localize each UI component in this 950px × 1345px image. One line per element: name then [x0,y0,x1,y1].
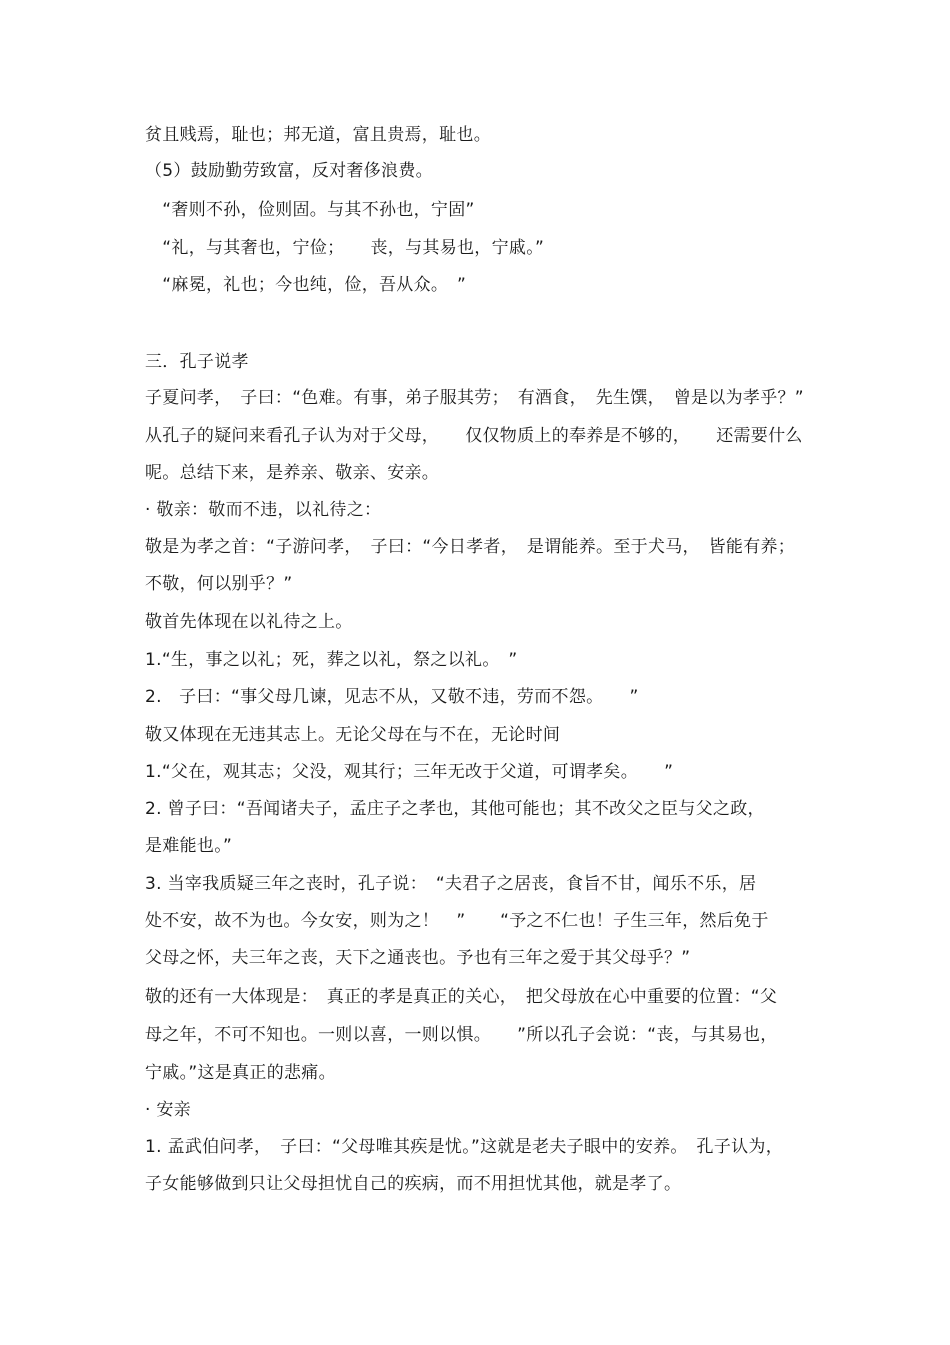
text-line: “麻冕，礼也；今也纯，俭，吾从众。 ” [145,275,467,295]
text-line: 父母之怀，夫三年之丧，天下之通丧也。予也有三年之爱于其父母乎？” [145,948,691,968]
text-line: 2. 曾子曰：“吾闻诸夫子，孟庄子之孝也，其他可能也；其不改父之臣与父之政， [145,799,765,819]
text-line: 母之年，不可不知也。一则以喜，一则以惧。 ”所以孔子会说：“丧，与其易也， [145,1025,778,1045]
text-line: 2. 子曰：“事父母几谏，见志不从，又敬不违，劳而不怨。 ” [145,687,639,707]
text-line: （5）鼓励勤劳致富，反对奢侈浪费。 [145,161,433,181]
text-line: 1. 孟武伯问孝， 子曰：“父母唯其疾是忧。”这就是老夫子眼中的安养。 孔子认为， [145,1137,784,1157]
text-line: 敬又体现在无违其志上。无论父母在与不在，无论时间 [145,725,561,745]
text-line: 从孔子的疑问来看孔子认为对于父母， 仅仅物质上的奉养是不够的， 还需要什么 [145,426,803,446]
text-line: 敬是为孝之首：“子游问孝， 子曰：“今日孝者， 是谓能养。至于犬马， 皆能有养； [145,537,796,557]
text-line: “礼，与其奢也，宁俭； 丧，与其易也，宁戚。” [145,238,545,258]
text-line: 子女能够做到只让父母担忧自己的疾病，而不用担忧其他，就是孝了。 [145,1174,682,1194]
text-line: 宁戚。”这是真正的悲痛。 [145,1063,336,1083]
text-line: 呢。总结下来，是养亲、敬亲、安亲。 [145,463,440,483]
text-line: 不敬，何以别乎？” [145,574,293,594]
text-line: 子夏问孝， 子曰：“色难。有事，弟子服其劳； 有酒食， 先生馔， 曾是以为孝乎？” [145,388,804,408]
bullet-heading: · 敬亲：敬而不违，以礼待之： [145,500,382,520]
text-line: 1.“父在，观其志；父没，观其行；三年无改于父道，可谓孝矣。 ” [145,762,674,782]
text-line: 3. 当宰我质疑三年之丧时，孔子说： “夫君子之居丧，食旨不甘，闻乐不乐，居 [145,874,757,894]
text-line: 是难能也。” [145,836,233,856]
text-line: 敬的还有一大体现是： 真正的孝是真正的关心， 把父母放在心中重要的位置：“父 [145,987,778,1007]
text-line: 敬首先体现在以礼待之上。 [145,612,353,632]
section-heading: 三．孔子说孝 [145,352,249,372]
text-line: 贫且贱焉，耻也；邦无道，富且贵焉，耻也。 [145,125,491,145]
text-line: “奢则不孙，俭则固。与其不孙也，宁固” [145,200,475,220]
bullet-heading: · 安亲 [145,1100,192,1120]
text-line: 1.“生，事之以礼；死，葬之以礼，祭之以礼。 ” [145,650,518,670]
text-line: 处不安，故不为也。今女安，则为之！ ” “予之不仁也！子生三年，然后免于 [145,911,769,931]
